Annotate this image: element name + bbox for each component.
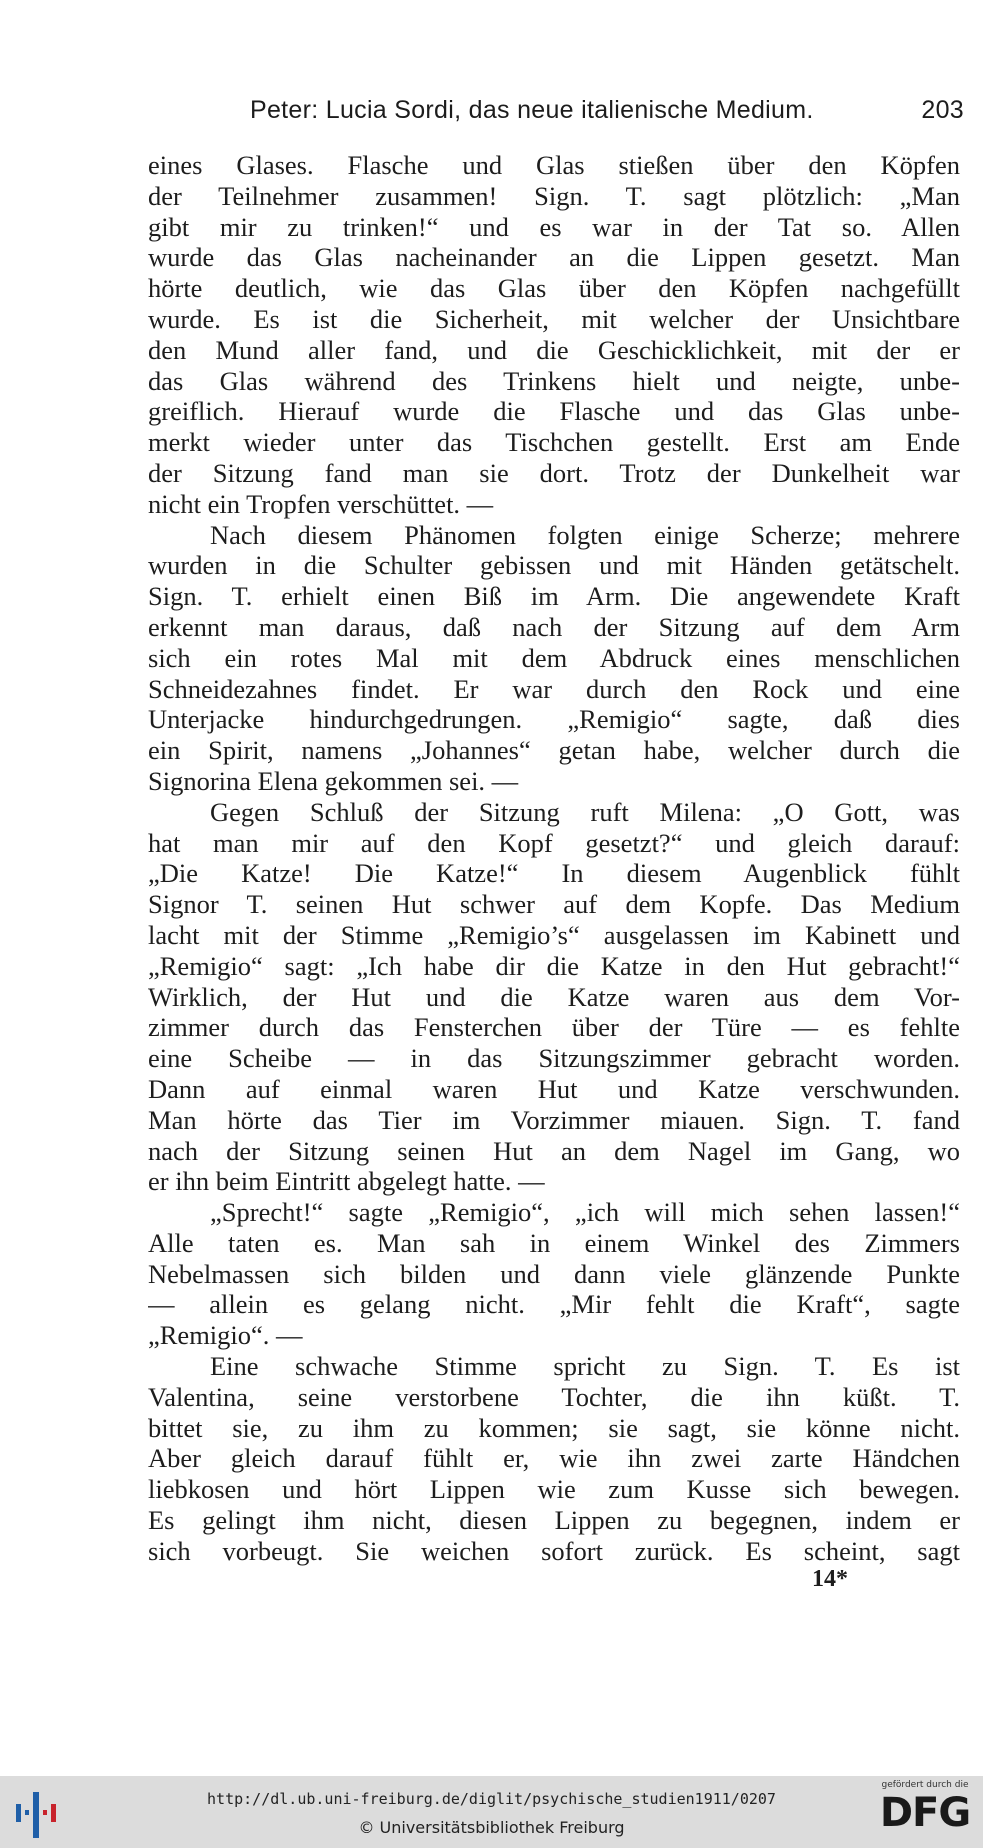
paragraph-start-line: „Sprecht!“ sagte „Remigio“, „ich will mich sehen lassen!“ (210, 1197, 960, 1228)
text-line: zimmer durch das Fensterchen über der Türe — es fehlte (148, 1012, 960, 1043)
copyright-notice: © Universitätsbibliothek Freiburg (358, 1818, 625, 1837)
paragraph-start-line: Gegen Schluß der Sitzung ruft Milena: „O Gott, was (210, 796, 960, 827)
text-line: den Mund aller fand, und die Geschicklichkeit, mit der er (148, 334, 960, 365)
text-line: wurde. Es ist die Sicherheit, mit welcher der Unsichtbare (148, 303, 960, 334)
running-head-title: Peter: Lucia Sordi, das neue italienische Medium. (250, 96, 814, 124)
text-line: der Teilnehmer zusammen! Sign. T. sagt plötzlich: „Man (148, 180, 960, 211)
paragraph-start-line: Eine schwache Stimme spricht zu Sign. T. Es ist (210, 1351, 960, 1382)
text-line: bittet sie, zu ihm zu kommen; sie sagt, sie könne nicht. (148, 1412, 960, 1443)
text-line: eines Glases. Flasche und Glas stießen über den Köpfen (148, 150, 960, 180)
signature-mark: 14* (812, 1566, 848, 1592)
text-line: Dann auf einmal waren Hut und Katze verschwunden. (148, 1073, 960, 1104)
viewer-footer (0, 1776, 983, 1848)
text-line: hörte deutlich, wie das Glas über den Köpfen nachgefüllt (148, 273, 960, 304)
dfg-logo[interactable] (877, 1780, 973, 1844)
text-line: „Die Katze! Die Katze!“ In diesem Augenblick fühlt (148, 858, 960, 889)
text-line: hat man mir auf den Kopf gesetzt?“ und gleich darauf: (148, 827, 960, 858)
text-line: Wirklich, der Hut und die Katze waren aus dem Vor- (148, 981, 960, 1012)
text-line: Es gelingt ihm nicht, diesen Lippen zu begegnen, indem er (148, 1505, 960, 1536)
paragraph-start-line: Nach diesem Phänomen folgten einige Scherze; mehrere (210, 519, 960, 550)
text-line: Schneidezahnes findet. Er war durch den Rock und eine (148, 673, 960, 704)
text-line: Alle taten es. Man sah in einem Winkel des Zimmers (148, 1227, 960, 1258)
text-line: greiflich. Hierauf wurde die Flasche und das Glas unbe- (148, 396, 960, 427)
text-line: „Remigio“. — (148, 1320, 303, 1351)
text-line: lacht mit der Stimme „Remigio’s“ ausgelassen im Kabinett und (148, 919, 960, 950)
text-line: erkennt man daraus, daß nach der Sitzung auf dem Arm (148, 611, 960, 642)
text-line: Valentina, seine verstorbene Tochter, die ihn küßt. T. (148, 1381, 960, 1412)
text-line: wurden in die Schulter gebissen und mit Händen getätschelt. (148, 550, 960, 581)
text-line: Aber gleich darauf fühlt er, wie ihn zwei zarte Händchen (148, 1443, 960, 1474)
text-line: Signor T. seinen Hut schwer auf dem Kopfe. Das Medium (148, 889, 960, 920)
text-line: Nebelmassen sich bilden und dann viele glänzende Punkte (148, 1258, 960, 1289)
text-line: — allein es gelang nicht. „Mir fehlt die Kraft“, sagte (148, 1289, 960, 1320)
running-head (250, 96, 964, 132)
text-line: nicht ein Tropfen verschüttet. — (148, 488, 494, 519)
text-line: Man hörte das Tier im Vorzimmer miauen. Sign. T. fand (148, 1104, 960, 1135)
text-line: nach der Sitzung seinen Hut an dem Nagel im Gang, wo (148, 1135, 960, 1166)
text-line: eine Scheibe — in das Sitzungszimmer gebracht worden. (148, 1043, 960, 1074)
text-line: merkt wieder unter das Tischchen gestellt. Erst am Ende (148, 427, 960, 458)
text-line: sich ein rotes Mal mit dem Abdruck eines menschlichen (148, 642, 960, 673)
text-line: sich vorbeugt. Sie weichen sofort zurück. Es scheint, sagt (148, 1535, 960, 1566)
text-line: das Glas während des Trinkens hielt und neigte, unbe- (148, 365, 960, 396)
text-line: gibt mir zu trinken!“ und es war in der Tat so. Allen (148, 211, 960, 242)
text-line: liebkosen und hört Lippen wie zum Kusse sich bewegen. (148, 1474, 960, 1505)
dfg-logo-text: DFG (879, 1790, 971, 1836)
text-line: „Remigio“ sagt: „Ich habe dir die Katze in den Hut gebracht!“ (148, 950, 960, 981)
text-line: wurde das Glas nacheinander an die Lippen gesetzt. Man (148, 242, 960, 273)
body-text (148, 150, 960, 1567)
text-line: Signorina Elena gekommen sei. — (148, 765, 519, 796)
text-line: ein Spirit, namens „Johannes“ getan habe, welcher durch die (148, 735, 960, 766)
text-line: er ihn beim Eintritt abgelegt hatte. — (148, 1166, 545, 1197)
funded-by-label: gefördert durch die (881, 1780, 969, 1790)
source-url-link[interactable]: http://dl.ub.uni-freiburg.de/diglit/psychische_studien1911/0207 (207, 1790, 776, 1808)
text-line: Sign. T. erhielt einen Biß im Arm. Die angewendete Kraft (148, 581, 960, 612)
page-number: 203 (921, 96, 964, 124)
text-line: Unterjacke hindurchgedrungen. „Remigio“ sagte, daß dies (148, 704, 960, 735)
text-line: der Sitzung fand man sie dort. Trotz der Dunkelheit war (148, 457, 960, 488)
